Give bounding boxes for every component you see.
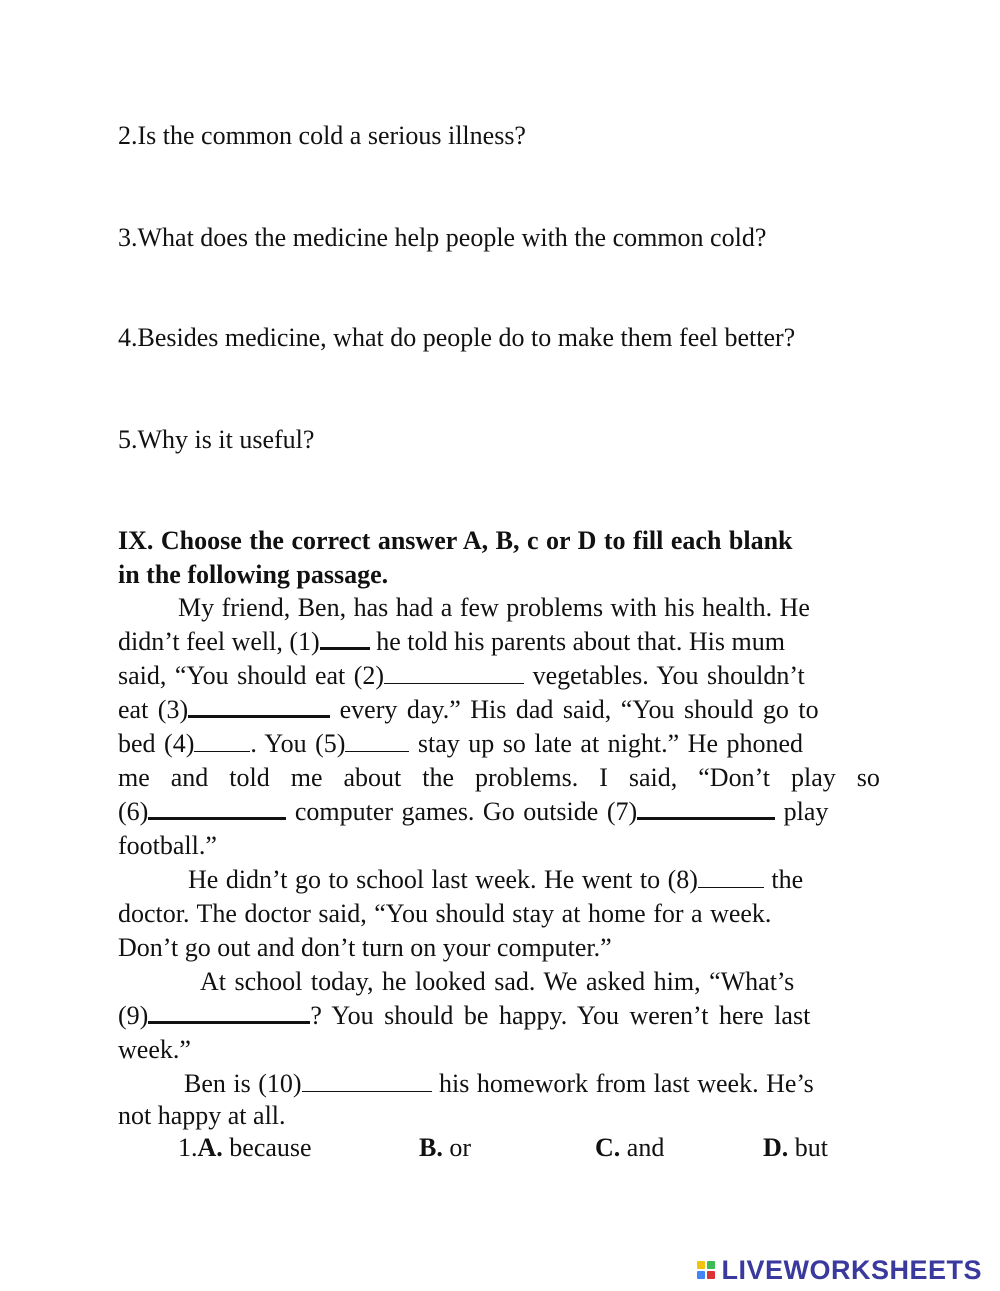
question-4: 4.Besides medicine, what do people do to make them feel better? bbox=[118, 323, 796, 352]
logo-square bbox=[707, 1271, 715, 1279]
section-heading bbox=[118, 524, 880, 592]
passage-line: week.” bbox=[118, 1035, 191, 1064]
passage-line: My friend, Ben, has had a few problems with his health. He bbox=[178, 593, 810, 622]
option-b[interactable]: B. or bbox=[419, 1133, 472, 1162]
logo-square bbox=[697, 1261, 705, 1269]
passage-line: not happy at all. bbox=[118, 1101, 286, 1130]
blank-10[interactable] bbox=[302, 1069, 432, 1092]
passage-line: He didn’t go to school last week. He went to (8) the bbox=[188, 865, 804, 894]
passage-line: eat (3) every day.” His dad said, “You should go to bbox=[118, 695, 819, 724]
passage-line: football.” bbox=[118, 831, 217, 860]
passage-line: (6) computer games. Go outside (7) play bbox=[118, 797, 829, 826]
logo-square bbox=[697, 1271, 705, 1279]
passage-line: didn’t feel well, (1) he told his parents about that. His mum bbox=[118, 627, 785, 656]
question-5: 5.Why is it useful? bbox=[118, 425, 315, 454]
passage-line: bed (4) . You (5) stay up so late at night.” He phoned bbox=[118, 729, 804, 758]
option-c[interactable]: C. and bbox=[595, 1133, 665, 1162]
passage-line: At school today, he looked sad. We asked him, “What’s bbox=[200, 967, 795, 996]
blank-5[interactable] bbox=[345, 729, 409, 752]
passage-line: Don’t go out and don’t turn on your computer.” bbox=[118, 933, 612, 962]
blank-7[interactable] bbox=[637, 795, 775, 820]
heading-line-1: IX. Choose the correct answer A, B, c or D to fill each blank bbox=[118, 526, 793, 555]
blank-2[interactable] bbox=[384, 661, 524, 684]
passage-line: Ben is (10) his homework from last week. He’s bbox=[184, 1069, 814, 1098]
blank-6[interactable] bbox=[148, 795, 286, 820]
passage-line: doctor. The doctor said, “You should stay at home for a week. bbox=[118, 899, 772, 928]
option-d[interactable]: D. but bbox=[763, 1133, 829, 1162]
heading-line-2: in the following passage. bbox=[118, 560, 389, 589]
option-a[interactable]: 1.A. because bbox=[178, 1133, 312, 1162]
passage-line: (9) ? You should be happy. You weren’t here last bbox=[118, 1001, 811, 1030]
logo-square bbox=[707, 1261, 715, 1269]
blank-8[interactable] bbox=[698, 865, 764, 888]
passage-line: said, “You should eat (2) vegetables. You shouldn’t bbox=[118, 661, 805, 690]
answer-options bbox=[118, 1131, 880, 1165]
question-2: 2.Is the common cold a serious illness? bbox=[118, 121, 526, 150]
question-3: 3.What does the medicine help people with the common cold? bbox=[118, 223, 767, 252]
liveworksheets-logo bbox=[697, 1253, 982, 1287]
logo-icon bbox=[697, 1261, 715, 1279]
blank-9[interactable] bbox=[148, 999, 310, 1024]
blank-3[interactable] bbox=[188, 693, 330, 718]
blank-4[interactable] bbox=[194, 729, 250, 752]
logo-text: LIVEWORKSHEETS bbox=[721, 1254, 982, 1285]
passage-line: me and told me about the problems. I said, “Don’t play so bbox=[118, 763, 880, 792]
blank-1[interactable] bbox=[320, 625, 370, 650]
